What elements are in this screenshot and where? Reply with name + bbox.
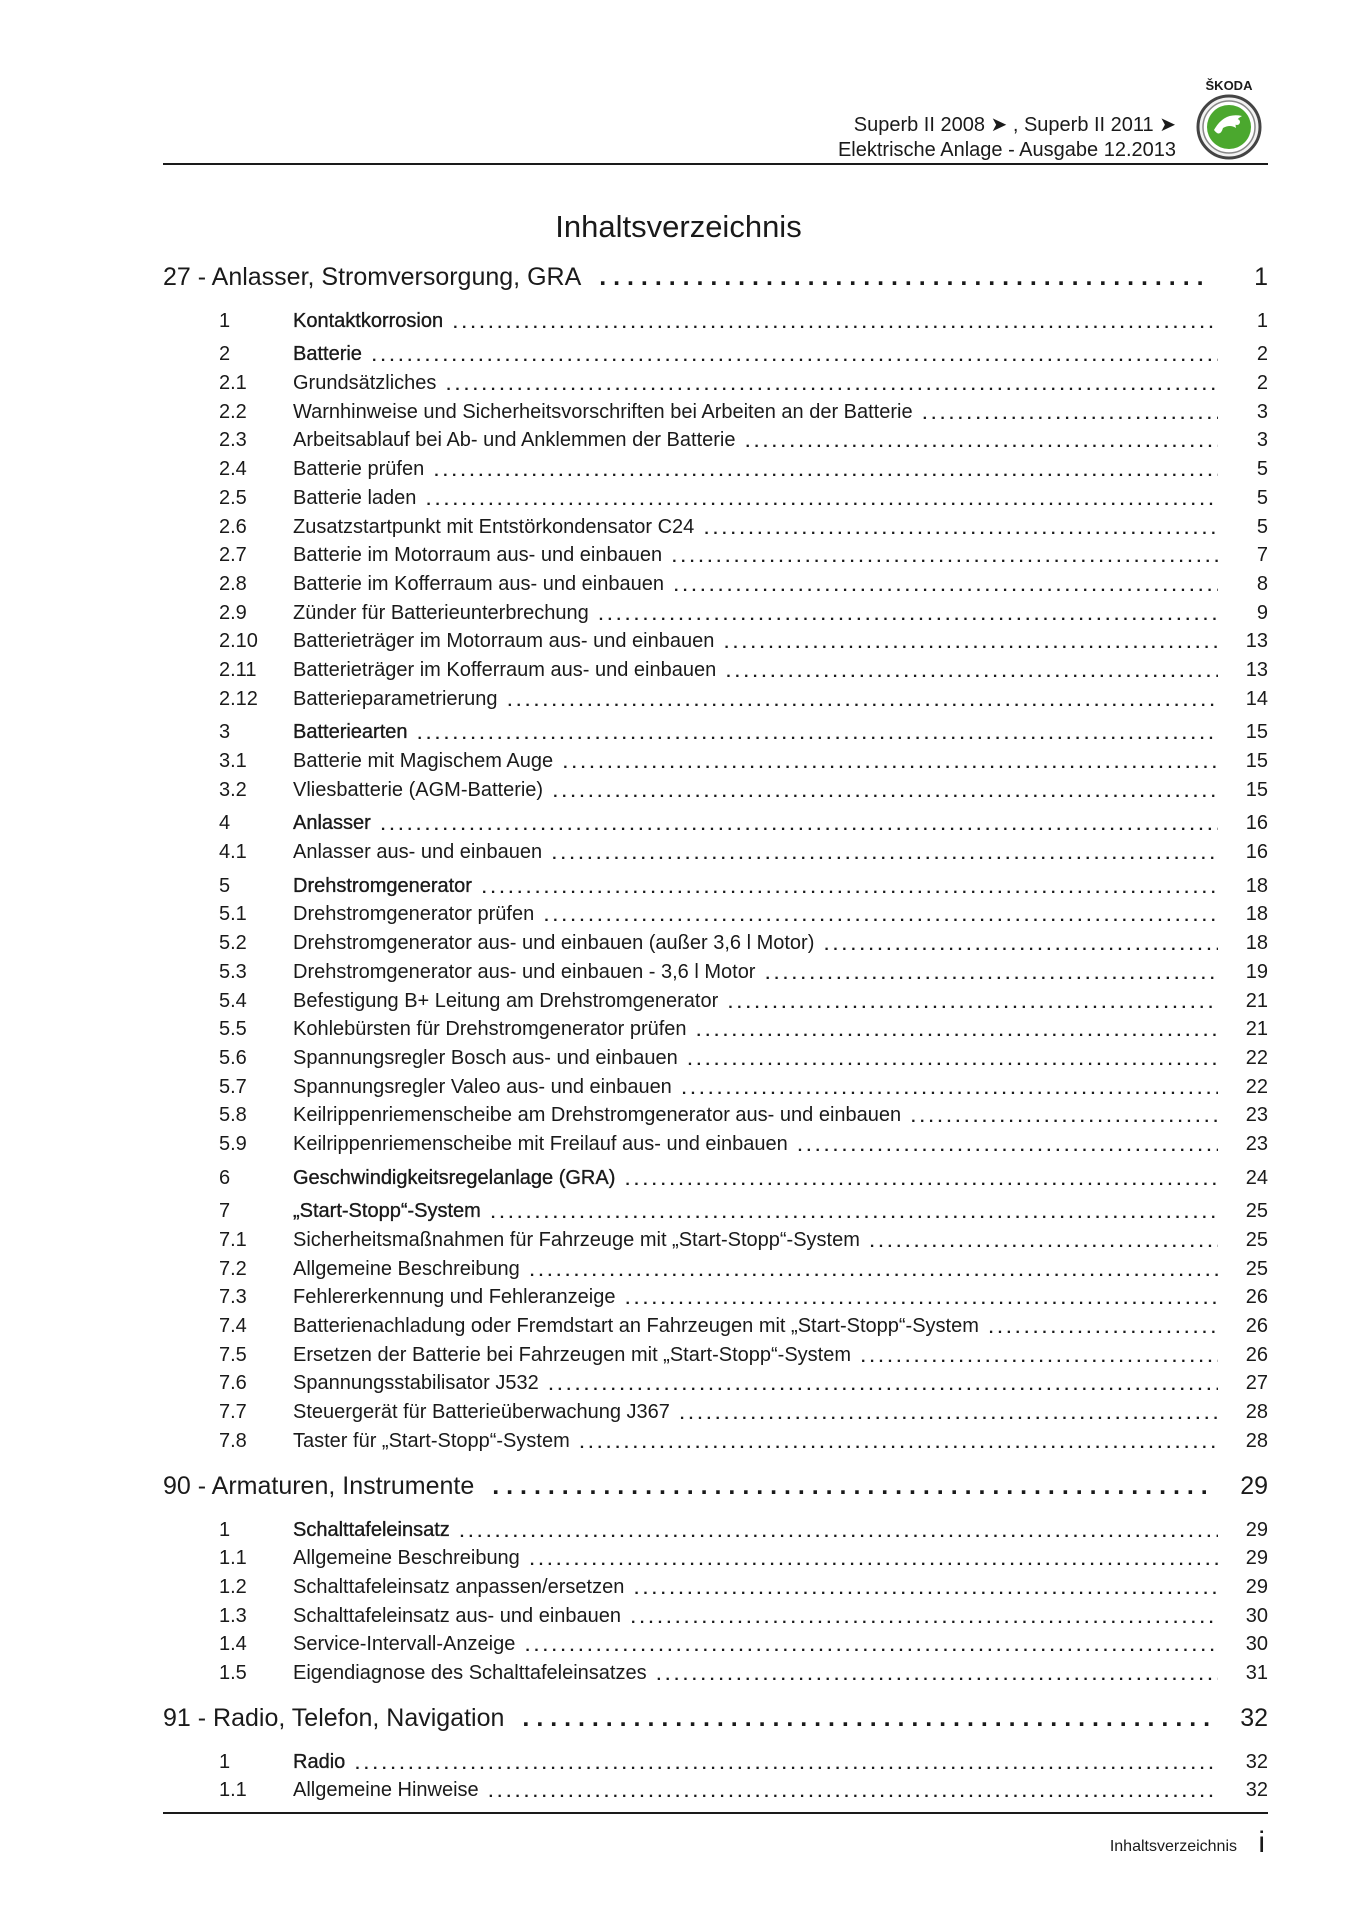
entry-number: 5.5 (219, 1018, 247, 1041)
entry-number: 5.1 (219, 903, 247, 926)
dot-leader (861, 1349, 1218, 1367)
entry-title: Grundsätzliches (293, 372, 437, 395)
entry-page: 26 (1245, 1315, 1268, 1338)
entry-number: 1.2 (219, 1575, 247, 1598)
entry-title: Ersetzen der Batterie bei Fahrzeugen mit „Start-Stopp“-System (293, 1343, 852, 1366)
entry-title: Fehlererkennung und Fehleranzeige (293, 1286, 616, 1309)
entry-title: Zusatzstartpunkt mit Entstörkondensator C24 (293, 515, 695, 538)
entry-number: 1.3 (219, 1604, 247, 1627)
page-header (163, 78, 1268, 166)
entry-number: 1 (219, 1750, 231, 1773)
entry-number: 5.2 (219, 932, 247, 955)
entry-number: 5.9 (219, 1132, 247, 1155)
skoda-logo (1190, 78, 1268, 164)
entry-title: Batteriearten (293, 721, 408, 744)
dot-leader (680, 1406, 1218, 1424)
toc-section[interactable] (163, 304, 1268, 333)
entry-page: 13 (1245, 658, 1268, 681)
entry-title: Kontaktkorrosion (293, 309, 444, 332)
entry-title: Schalttafeleinsatz aus- und einbauen (293, 1604, 622, 1627)
entry-title: Batterieparametrierung (293, 687, 498, 710)
footer-rule (163, 1812, 1268, 1814)
entry-number: 4 (219, 812, 231, 835)
entry-title: Drehstromgenerator aus- und einbauen (außer 3,6 l Motor) (293, 932, 815, 955)
entry-page: 21 (1245, 1018, 1268, 1041)
toc-subsection[interactable] (163, 955, 1268, 984)
dot-leader (870, 1234, 1218, 1252)
page-title: Inhaltsverzeichnis (555, 208, 802, 244)
dot-leader (492, 1472, 1212, 1501)
brand-wordmark: ŠKODA (1205, 78, 1253, 93)
toc-subsection[interactable] (163, 539, 1268, 568)
dot-leader (631, 1610, 1218, 1628)
entry-page: 28 (1245, 1401, 1268, 1424)
entry-title: Batterieträger im Motorraum aus- und einbauen (293, 630, 715, 653)
toc-section[interactable] (163, 869, 1268, 898)
dot-leader (491, 1205, 1218, 1223)
entry-number: 3 (219, 721, 231, 744)
entry-page: 13 (1245, 630, 1268, 653)
entry-page: 22 (1245, 1075, 1268, 1098)
chapter-page: 29 (1240, 1471, 1268, 1500)
entry-number: 7.2 (219, 1257, 247, 1280)
table-of-contents (163, 262, 1268, 1802)
toc-section[interactable] (163, 716, 1268, 745)
header-rule (163, 163, 1268, 165)
entry-number: 1 (219, 309, 231, 332)
entry-title: Anlasser (293, 812, 371, 835)
dot-leader (726, 664, 1218, 682)
entry-page: 15 (1245, 778, 1268, 801)
dot-leader (453, 315, 1218, 333)
dot-leader (563, 755, 1218, 773)
entry-title: Batterie (293, 343, 362, 366)
entry-number: 2 (219, 343, 231, 366)
entry-title: Befestigung B+ Leitung am Drehstromgenerator (293, 989, 719, 1012)
entry-title: Zünder für Batterieunterbrechung (293, 601, 589, 624)
entry-page: 5 (1256, 458, 1268, 481)
entry-title: Keilrippenriemenscheibe am Drehstromgenerator aus- und einbauen (293, 1104, 902, 1127)
dot-leader (544, 908, 1218, 926)
entry-page: 5 (1256, 515, 1268, 538)
entry-number: 2.12 (219, 687, 258, 710)
chapter-page: 1 (1254, 263, 1268, 291)
entry-page: 28 (1245, 1429, 1268, 1452)
toc-subsection[interactable] (163, 1223, 1268, 1252)
toc-subsection[interactable] (163, 1338, 1268, 1367)
toc-section[interactable] (163, 1195, 1268, 1224)
dot-leader (745, 434, 1218, 452)
dot-leader (553, 784, 1218, 802)
entry-page: 3 (1256, 400, 1268, 423)
chapter-title: 91 - Radio, Telefon, Navigation (163, 1703, 505, 1732)
dot-leader (625, 1172, 1218, 1190)
entry-title: Eigendiagnose des Schalttafeleinsatzes (293, 1661, 647, 1684)
entry-title: Schalttafeleinsatz (293, 1518, 450, 1541)
dot-leader (724, 635, 1218, 653)
entry-page: 25 (1245, 1200, 1268, 1223)
entry-title: Geschwindigkeitsregelanlage (GRA) (293, 1166, 616, 1189)
entry-title: Keilrippenriemenscheibe mit Freilauf aus- und einbauen (293, 1132, 788, 1155)
entry-title: „Start-Stopp“-System (293, 1200, 481, 1223)
entry-number: 3.1 (219, 750, 247, 772)
dot-leader (599, 263, 1212, 292)
entry-page: 14 (1245, 687, 1268, 710)
toc-section[interactable] (163, 1745, 1268, 1774)
dot-leader (426, 492, 1218, 510)
toc-subsection[interactable] (163, 625, 1268, 654)
entry-number: 3.2 (219, 778, 247, 801)
toc-subsection[interactable] (163, 1041, 1268, 1070)
entry-page: 19 (1245, 960, 1268, 983)
toc-subsection[interactable] (163, 452, 1268, 481)
entry-title: Batterie im Motorraum aus- und einbauen (293, 544, 663, 567)
entry-number: 1.1 (219, 1779, 247, 1802)
toc-subsection[interactable] (163, 653, 1268, 682)
dot-leader (552, 846, 1218, 864)
entry-number: 2.2 (219, 400, 247, 423)
toc-subsection[interactable] (163, 744, 1268, 773)
toc-subsection[interactable] (163, 510, 1268, 539)
entry-number: 5.8 (219, 1104, 247, 1127)
dot-leader (657, 1667, 1218, 1685)
toc-subsection[interactable] (163, 424, 1268, 453)
entry-title: Drehstromgenerator (293, 874, 472, 897)
entry-page: 21 (1245, 989, 1268, 1012)
entry-number: 1 (219, 1518, 231, 1541)
dot-leader (989, 1320, 1218, 1338)
toc-subsection[interactable] (163, 835, 1268, 864)
toc-subsection[interactable] (163, 1099, 1268, 1128)
toc-subsection[interactable] (163, 1774, 1268, 1803)
entry-number: 7.1 (219, 1229, 247, 1251)
entry-page: 18 (1245, 903, 1268, 926)
entry-page: 7 (1256, 544, 1268, 567)
dot-leader (682, 1081, 1218, 1099)
toc-subsection[interactable] (163, 682, 1268, 711)
dot-leader (489, 1784, 1218, 1802)
entry-title: Taster für „Start-Stopp“-System (293, 1429, 570, 1452)
toc-section[interactable] (163, 1513, 1268, 1542)
dot-leader (824, 937, 1218, 955)
footer-label: Inhaltsverzeichnis (1109, 1838, 1237, 1855)
entry-number: 7.3 (219, 1286, 247, 1309)
entry-number: 7.5 (219, 1343, 247, 1366)
dot-leader (530, 1263, 1218, 1281)
entry-page: 32 (1245, 1750, 1268, 1773)
model-line: Superb II 2008 ➤ , Superb II 2011 ➤ (853, 114, 1176, 136)
entry-title: Radio (293, 1750, 346, 1773)
dot-leader (674, 578, 1218, 596)
dot-leader (580, 1435, 1218, 1453)
entry-number: 5 (219, 874, 231, 897)
toc-subsection[interactable] (163, 1367, 1268, 1396)
dot-leader (688, 1052, 1218, 1070)
entry-title: Batterieträger im Kofferraum aus- und einbauen (293, 658, 717, 681)
entry-number: 6 (219, 1166, 231, 1189)
entry-number: 2.1 (219, 372, 247, 395)
entry-title: Service-Intervall-Anzeige (293, 1633, 516, 1656)
entry-title: Batterie prüfen (293, 458, 425, 481)
toc-subsection[interactable] (163, 1542, 1268, 1571)
toc-subsection[interactable] (163, 481, 1268, 510)
entry-title: Vliesbatterie (AGM-Batterie) (293, 778, 544, 801)
dot-leader (418, 726, 1218, 744)
edition-line: Elektrische Anlage - Ausgabe 12.2013 (837, 139, 1176, 161)
entry-page: 18 (1245, 874, 1268, 897)
toc-subsection[interactable] (163, 1070, 1268, 1099)
entry-page: 5 (1256, 486, 1268, 509)
entry-number: 7.7 (219, 1401, 247, 1424)
toc-subsection[interactable] (163, 1309, 1268, 1338)
toc-subsection[interactable] (163, 366, 1268, 395)
entry-page: 15 (1245, 750, 1268, 772)
entry-title: Arbeitsablauf bei Ab- und Anklemmen der Batterie (293, 429, 736, 452)
entry-number: 5.3 (219, 960, 247, 983)
entry-number: 1.5 (219, 1661, 247, 1684)
entry-number: 2.4 (219, 458, 247, 481)
dot-leader (765, 966, 1218, 984)
entry-title: Allgemeine Beschreibung (293, 1547, 520, 1570)
dot-leader (549, 1377, 1218, 1395)
toc-subsection[interactable] (163, 773, 1268, 802)
entry-number: 2.5 (219, 486, 247, 509)
toc-subsection[interactable] (163, 1281, 1268, 1310)
entry-page: 23 (1245, 1132, 1268, 1155)
entry-number: 5.7 (219, 1075, 247, 1098)
entry-number: 2.10 (219, 630, 258, 653)
dot-leader (704, 521, 1218, 539)
entry-number: 7 (219, 1200, 231, 1223)
toc-chapter[interactable] (163, 1703, 1268, 1733)
entry-title: Sicherheitsmaßnahmen für Fahrzeuge mit „Start-Stopp“-System (293, 1229, 860, 1251)
entry-page: 18 (1245, 932, 1268, 955)
entry-page: 16 (1245, 841, 1268, 864)
toc-section[interactable] (163, 338, 1268, 367)
dot-leader (798, 1138, 1218, 1156)
entry-number: 5.4 (219, 989, 247, 1012)
entry-title: Allgemeine Beschreibung (293, 1257, 520, 1280)
toc-subsection[interactable] (163, 1570, 1268, 1599)
entry-page: 27 (1245, 1372, 1268, 1395)
entry-number: 2.9 (219, 601, 247, 624)
entry-number: 7.6 (219, 1372, 247, 1395)
entry-page: 3 (1256, 429, 1268, 452)
entry-page: 30 (1245, 1604, 1268, 1627)
entry-title: Batterie laden (293, 486, 417, 509)
toc-subsection[interactable] (163, 567, 1268, 596)
toc-section[interactable] (163, 807, 1268, 836)
entry-page: 22 (1245, 1046, 1268, 1069)
dot-leader (381, 817, 1218, 835)
entry-page: 29 (1245, 1547, 1268, 1570)
dot-leader (508, 693, 1218, 711)
dot-leader (372, 348, 1218, 366)
entry-page: 29 (1245, 1518, 1268, 1541)
dot-leader (446, 377, 1218, 395)
entry-page: 23 (1245, 1104, 1268, 1127)
dot-leader (434, 463, 1218, 481)
dot-leader (525, 1638, 1218, 1656)
entry-page: 26 (1245, 1343, 1268, 1366)
entry-number: 4.1 (219, 841, 247, 864)
toc-chapter[interactable] (163, 262, 1268, 292)
toc-subsection[interactable] (163, 1252, 1268, 1281)
entry-title: Kohlebürsten für Drehstromgenerator prüfen (293, 1018, 687, 1041)
entry-title: Drehstromgenerator prüfen (293, 903, 535, 926)
toc-subsection[interactable] (163, 984, 1268, 1013)
toc-subsection[interactable] (163, 1395, 1268, 1424)
entry-page: 16 (1245, 812, 1268, 835)
toc-subsection[interactable] (163, 1628, 1268, 1657)
entry-title: Spannungsstabilisator J532 (293, 1372, 539, 1395)
toc-subsection[interactable] (163, 1013, 1268, 1042)
entry-title: Anlasser aus- und einbauen (293, 841, 543, 864)
dot-leader (460, 1524, 1218, 1542)
entry-page: 2 (1256, 343, 1268, 366)
dot-leader (911, 1109, 1218, 1127)
entry-number: 2.8 (219, 572, 247, 595)
dot-leader (672, 549, 1218, 567)
toc-subsection[interactable] (163, 898, 1268, 927)
toc-section[interactable] (163, 1161, 1268, 1190)
footer-page-number: i (1258, 1826, 1265, 1859)
toc-subsection[interactable] (163, 395, 1268, 424)
entry-title: Schalttafeleinsatz anpassen/ersetzen (293, 1575, 625, 1598)
entry-number: 1.4 (219, 1633, 247, 1656)
entry-number: 2.7 (219, 544, 247, 567)
entry-number: 2.11 (219, 658, 257, 681)
dot-leader (697, 1023, 1218, 1041)
dot-leader (599, 607, 1218, 625)
dot-leader (634, 1581, 1218, 1599)
entry-number: 7.4 (219, 1315, 247, 1338)
entry-page: 25 (1245, 1257, 1268, 1280)
toc-subsection[interactable] (163, 1656, 1268, 1685)
dot-leader (625, 1291, 1218, 1309)
entry-page: 31 (1245, 1661, 1268, 1684)
chapter-title: 27 - Anlasser, Stromversorgung, GRA (163, 263, 582, 291)
entry-title: Warnhinweise und Sicherheitsvorschriften bei Arbeiten an der Batterie (293, 400, 913, 423)
dot-leader (355, 1756, 1218, 1774)
toc-subsection[interactable] (163, 1127, 1268, 1156)
entry-page: 15 (1245, 721, 1268, 744)
entry-page: 25 (1245, 1229, 1268, 1251)
entry-page: 1 (1256, 309, 1268, 332)
entry-number: 1.1 (219, 1547, 247, 1570)
toc-subsection[interactable] (163, 926, 1268, 955)
toc-subsection[interactable] (163, 596, 1268, 625)
dot-leader (923, 406, 1218, 424)
toc-subsection[interactable] (163, 1424, 1268, 1453)
dot-leader (530, 1552, 1218, 1570)
entry-title: Spannungsregler Bosch aus- und einbauen (293, 1046, 678, 1069)
entry-title: Batterie mit Magischem Auge (293, 750, 554, 772)
entry-page: 29 (1245, 1575, 1268, 1598)
entry-title: Batterie im Kofferraum aus- und einbauen (293, 572, 664, 595)
dot-leader (482, 880, 1218, 898)
entry-page: 9 (1256, 601, 1268, 624)
entry-number: 7.8 (219, 1429, 247, 1452)
entry-title: Steuergerät für Batterieüberwachung J367 (293, 1401, 670, 1424)
entry-title: Spannungsregler Valeo aus- und einbauen (293, 1075, 672, 1098)
entry-number: 2.3 (219, 429, 247, 452)
entry-title: Allgemeine Hinweise (293, 1779, 479, 1802)
dot-leader (522, 1704, 1212, 1733)
entry-page: 30 (1245, 1633, 1268, 1656)
entry-title: Batterienachladung oder Fremdstart an Fahrzeugen mit „Start-Stopp“-System (293, 1315, 979, 1338)
entry-page: 8 (1256, 572, 1268, 595)
toc-chapter[interactable] (163, 1471, 1268, 1501)
entry-number: 5.6 (219, 1046, 247, 1069)
toc-subsection[interactable] (163, 1599, 1268, 1628)
entry-page: 26 (1245, 1286, 1268, 1309)
entry-page: 32 (1245, 1779, 1268, 1802)
entry-page: 2 (1256, 372, 1268, 395)
chapter-title: 90 - Armaturen, Instrumente (163, 1471, 475, 1500)
entry-title: Drehstromgenerator aus- und einbauen - 3,6 l Motor (293, 960, 756, 983)
entry-number: 2.6 (219, 515, 247, 538)
entry-page: 24 (1245, 1166, 1268, 1189)
chapter-page: 32 (1240, 1703, 1268, 1732)
dot-leader (728, 995, 1218, 1013)
